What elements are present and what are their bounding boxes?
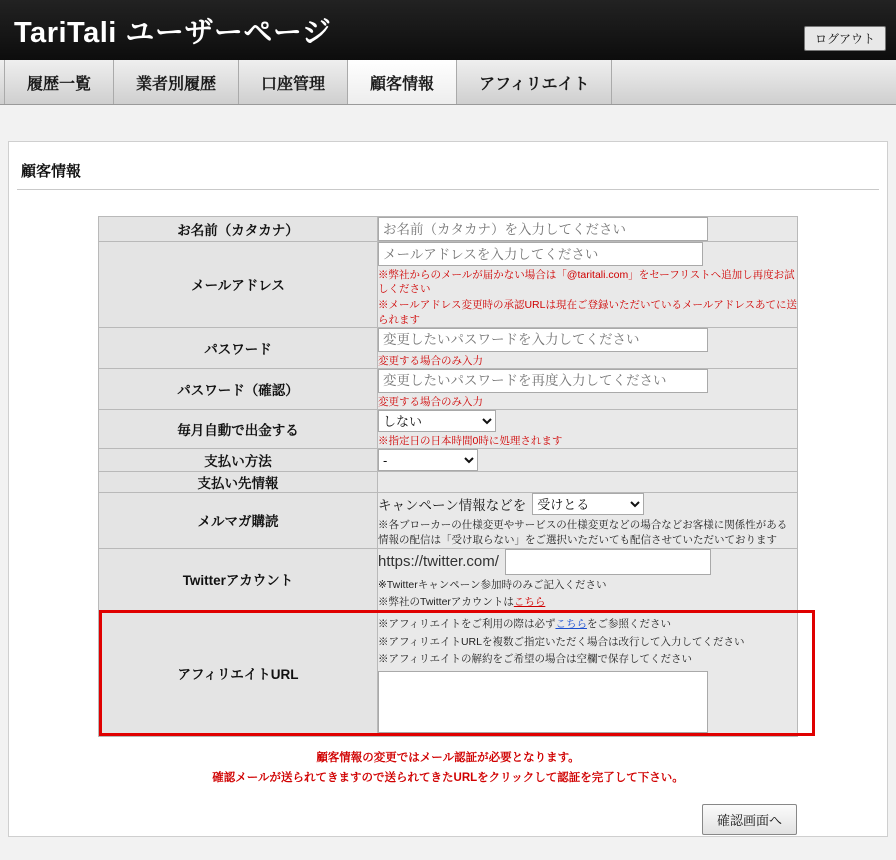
form-row-password-confirm <box>99 368 798 409</box>
field-affiliate <box>378 610 798 736</box>
field-name <box>378 217 798 242</box>
field-auto-withdraw <box>378 410 798 449</box>
nav-item-affiliate[interactable]: アフィリエイト <box>457 60 612 104</box>
newsletter-select[interactable] <box>532 493 644 515</box>
twitter-row <box>378 549 797 575</box>
field-email <box>378 242 798 328</box>
logout-button[interactable]: ログアウト <box>804 26 886 51</box>
twitter-input[interactable] <box>505 549 711 575</box>
label-payment-method: 支払い方法 <box>99 449 378 472</box>
label-password-confirm: パスワード（確認） <box>99 368 378 409</box>
field-password <box>378 327 798 368</box>
label-password: パスワード <box>99 327 378 368</box>
title-divider <box>17 189 879 190</box>
nav-content-spacer <box>0 105 896 141</box>
form-row-email <box>99 242 798 328</box>
password-confirm-input[interactable] <box>378 369 708 393</box>
label-affiliate: アフィリエイトURL <box>99 610 378 736</box>
field-payment-method <box>378 449 798 472</box>
field-twitter <box>378 548 798 610</box>
page-title: 顧客情報 <box>21 163 82 180</box>
auto-withdraw-note: ※指定日の日本時間0時に処理されます <box>378 435 563 448</box>
confirm-button-wrap <box>9 788 887 835</box>
nav-item-broker-history[interactable]: 業者別履歴 <box>114 60 239 104</box>
twitter-url-prefix: https://twitter.com/ <box>378 553 499 571</box>
customer-info-form <box>98 216 798 737</box>
name-input[interactable] <box>378 217 708 241</box>
password-note: 変更する場合のみ入力 <box>378 354 483 367</box>
email-note-2: ※メールアドレス変更時の承認URLは現在ご登録いただいているメールアドレスあてに送られます <box>378 299 797 326</box>
label-name: お名前（カタカナ） <box>99 217 378 242</box>
label-newsletter: メルマガ購読 <box>99 493 378 548</box>
field-newsletter <box>378 493 798 548</box>
affiliate-note-1-prefix: ※アフィリエイトをご利用の際は必ず <box>378 617 556 630</box>
label-payment-info: 支払い先情報 <box>99 472 378 493</box>
form-row-payment-info <box>99 472 798 493</box>
footer-notes <box>9 749 887 788</box>
password-input[interactable] <box>378 328 708 352</box>
field-password-confirm <box>378 368 798 409</box>
form-row-twitter <box>99 548 798 610</box>
auto-withdraw-select[interactable] <box>378 410 496 432</box>
newsletter-prefix: キャンペーン情報などを <box>378 498 527 514</box>
affiliate-guide-link[interactable]: こちら <box>555 617 587 630</box>
newsletter-row <box>378 493 797 515</box>
form-row-name <box>99 217 798 242</box>
newsletter-note: ※各ブローカーの仕様変更やサービスの仕様変更などの場合などお客様に関係性がある情報の配信は「受け取らない」をご選択いただいても配信させていただいております <box>378 519 788 546</box>
form-row-newsletter <box>99 493 798 548</box>
content-panel <box>8 141 888 837</box>
form-row-auto-withdraw <box>99 410 798 449</box>
label-twitter: Twitterアカウント <box>99 548 378 610</box>
affiliate-note-1-suffix: をご参照ください <box>586 617 671 630</box>
label-email: メールアドレス <box>99 242 378 328</box>
app-title: TariTali ユーザーページ <box>14 16 332 49</box>
twitter-note-2 <box>378 595 797 610</box>
affiliate-note-1 <box>378 617 797 632</box>
nav-item-history[interactable]: 履歴一覧 <box>4 60 114 104</box>
label-auto-withdraw: 毎月自動で出金する <box>99 410 378 449</box>
twitter-note-1: ※Twitterキャンペーン参加時のみご記入ください <box>378 578 607 591</box>
app-header <box>0 0 896 60</box>
form-row-affiliate <box>99 610 798 736</box>
affiliate-note-3: ※アフィリエイトの解約をご希望の場合は空欄で保存してください <box>378 653 692 666</box>
footer-note-2: 確認メールが送られてきますので送られてきたURLをクリックして認証を完了して下さい。 <box>212 771 684 784</box>
nav-item-customer-info[interactable]: 顧客情報 <box>348 60 457 104</box>
form-row-password <box>99 327 798 368</box>
footer-note-1: 顧客情報の変更ではメール認証が必要となります。 <box>316 752 580 765</box>
confirm-button[interactable]: 確認画面へ <box>702 804 797 835</box>
password-confirm-note: 変更する場合のみ入力 <box>378 395 483 408</box>
nav-item-account-management[interactable]: 口座管理 <box>239 60 348 104</box>
affiliate-note-2: ※アフィリエイトURLを複数ご指定いただく場合は改行して入力してください <box>378 635 745 648</box>
twitter-note-2-text: ※弊社のTwitterアカウントは <box>378 596 514 609</box>
email-input[interactable] <box>378 242 703 266</box>
payment-method-select[interactable] <box>378 449 478 471</box>
email-note-1: ※弊社からのメールが届かない場合は「@taritali.com」をセーフリストへ追加し再度お試しください <box>378 269 795 296</box>
twitter-account-link[interactable]: こちら <box>513 596 546 609</box>
affiliate-url-textarea[interactable] <box>378 671 708 733</box>
main-nav <box>0 60 896 105</box>
field-payment-info <box>378 472 798 493</box>
form-row-payment-method <box>99 449 798 472</box>
